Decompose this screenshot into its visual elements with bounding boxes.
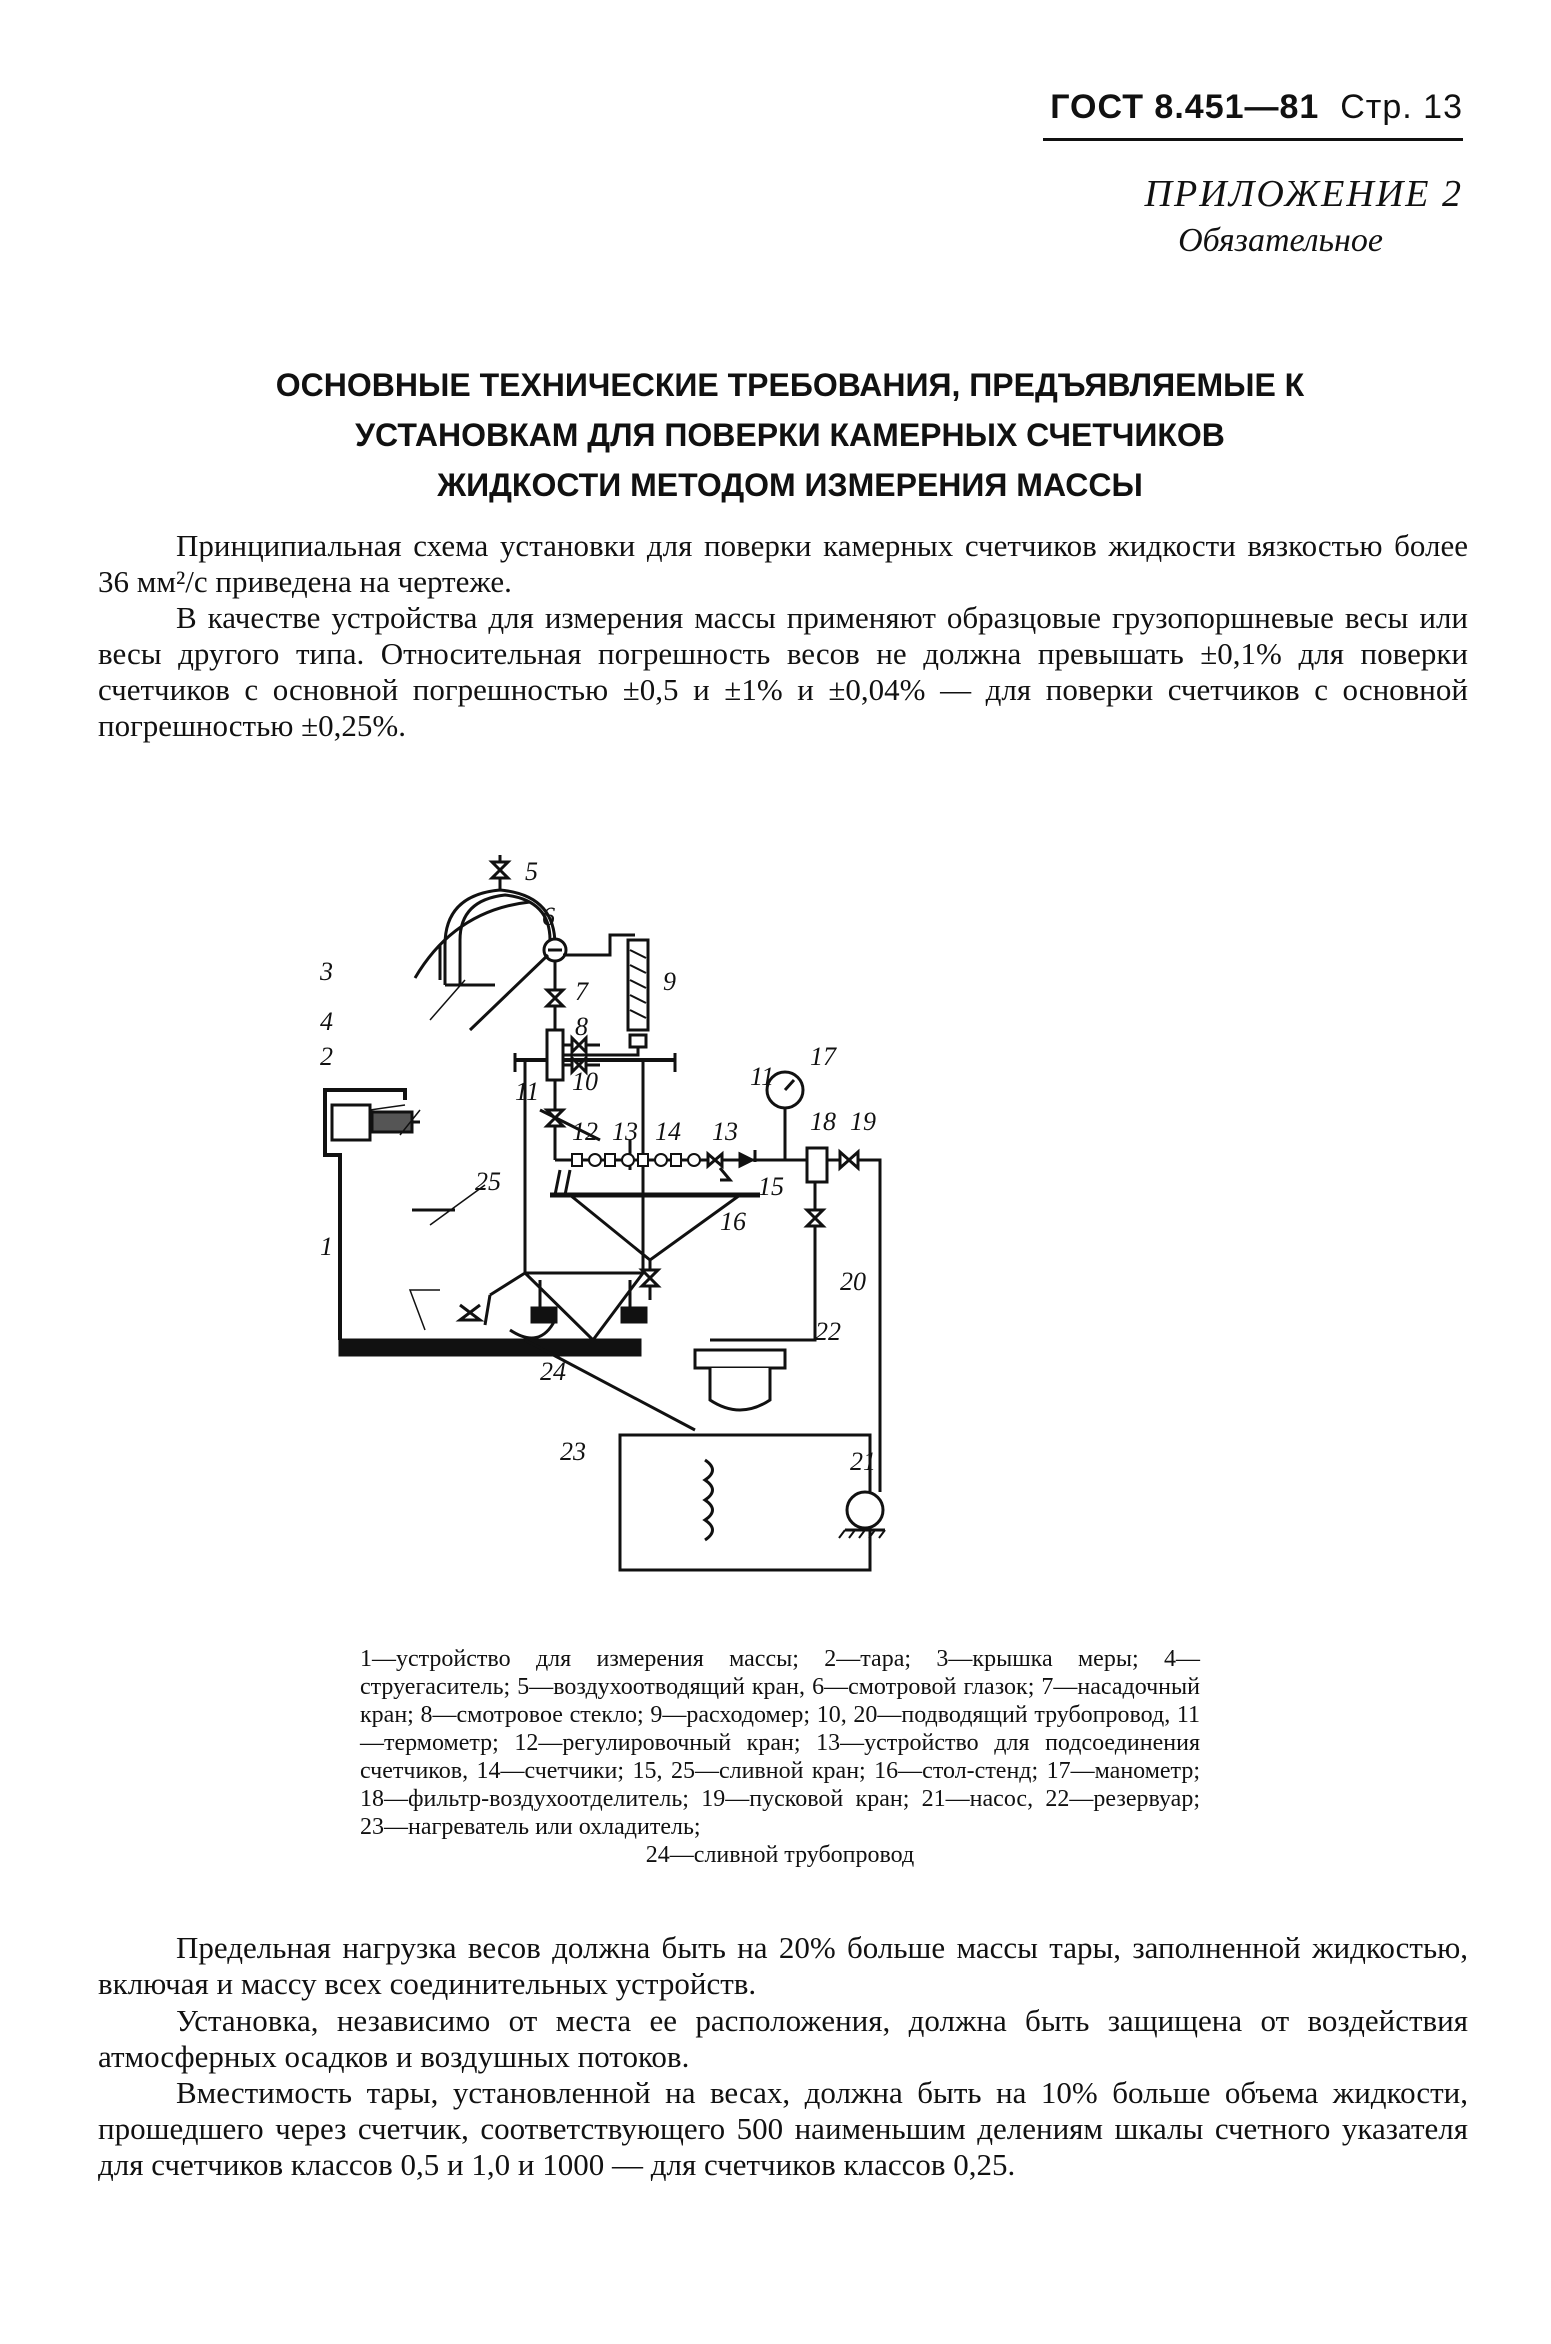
label-8: 8 [575, 1012, 588, 1041]
label-15: 15 [758, 1172, 784, 1201]
label-7: 7 [575, 977, 588, 1006]
label-11a: 11 [515, 1077, 540, 1106]
label-1: 1 [320, 1232, 333, 1261]
installation-diagram [310, 850, 1210, 1630]
paragraph-load: Предельная нагрузка весов должна быть на 20% больше массы тары, заполненной жидкостью, включая и массу всех соединительных устройств. [98, 1930, 1468, 2001]
label-12: 12 [572, 1117, 598, 1146]
paragraph-scheme: Принципиальная схема установки для поверки камерных счетчиков жидкости вязкостью более 36 мм²/с приведена на чертеже. [98, 528, 1468, 599]
label-24: 24 [540, 1357, 566, 1386]
title-line-1: ОСНОВНЫЕ ТЕХНИЧЕСКИЕ ТРЕБОВАНИЯ, ПРЕДЪЯВЛЯЕМЫЕ К [275, 367, 1305, 403]
label-13b: 13 [712, 1117, 738, 1146]
label-10: 10 [572, 1067, 598, 1096]
label-5: 5 [525, 857, 538, 886]
label-13a: 13 [612, 1117, 638, 1146]
label-22: 22 [815, 1317, 841, 1346]
gost-number: ГОСТ 8.451—81 [1050, 88, 1320, 126]
label-2: 2 [320, 1042, 333, 1071]
label-11b: 11 [750, 1062, 775, 1091]
legend-last: 24—сливной трубопровод [645, 1842, 915, 1868]
page-number: Стр. 13 [1340, 88, 1463, 126]
figure-legend [360, 1645, 1200, 1869]
label-25: 25 [475, 1167, 501, 1196]
page-header [1050, 88, 1463, 127]
paragraph-scales: В качестве устройства для измерения массы применяют образцовые грузопоршневые весы или весы другого типа. Относительная погрешность весов не должна превышать ±0,1% для поверки счетчиков с основной погрешностью ±0,5 и ±1% и ±0,04% — для поверки счетчиков с основной погрешностью ±0,25%. [98, 600, 1468, 743]
label-4: 4 [320, 1007, 333, 1036]
legend-text: 1—устройство для измерения массы; 2—тара; 3—крышка меры; 4—струегаситель; 5—воздухоотводящий кран, 6—смотровой глазок; 7—насадочный кран; 8—смотровое стекло; 9—расходомер; 10, 20—подводящий трубопровод, 11—термометр; 12—регулировочный кран; 13—устройство для подсоединения счетчиков, 14—счетчики; 15, 25—сливной кран; 16—стол-стенд; 17—манометр; 18—фильтр-воздухоотделитель; 19—пусковой кран; 21—насос, 22—резервуар; 23—нагреватель или охладитель; [360, 1646, 1200, 1840]
label-16: 16 [720, 1207, 746, 1236]
appendix-title: ПРИЛОЖЕНИЕ 2 [1144, 173, 1463, 215]
label-17: 17 [810, 1042, 836, 1071]
label-18: 18 [810, 1107, 836, 1136]
paragraph-capacity: Вместимость тары, установленной на весах, должна быть на 10% больше объема жидкости, прошедшего через счетчик, соответствующего 500 наименьшим делениям шкалы счетного указателя для счетчиков классов 0,5 и 1,0 и 1000 — для счетчиков классов 0,25. [98, 2075, 1468, 2182]
label-23: 23 [560, 1437, 586, 1466]
tare-vessel [525, 1060, 643, 1340]
header-rule [1043, 138, 1463, 141]
appendix-status: Обязательное [1178, 222, 1383, 259]
title-line-3: ЖИДКОСТИ МЕТОДОМ ИЗМЕРЕНИЯ МАССЫ [437, 467, 1143, 503]
label-14: 14 [655, 1117, 681, 1146]
paragraph-protection: Установка, независимо от места ее расположения, должна быть защищена от воздействия атмосферных осадков и воздушных потоков. [98, 2003, 1468, 2074]
label-9: 9 [663, 967, 676, 996]
label-3: 3 [320, 957, 333, 986]
label-21: 21 [850, 1447, 876, 1476]
label-19: 19 [850, 1107, 876, 1136]
document-title [180, 360, 1400, 510]
label-20: 20 [840, 1267, 866, 1296]
label-6: 6 [542, 902, 555, 931]
title-line-2: УСТАНОВКАМ ДЛЯ ПОВЕРКИ КАМЕРНЫХ СЧЕТЧИКОВ [355, 417, 1225, 453]
